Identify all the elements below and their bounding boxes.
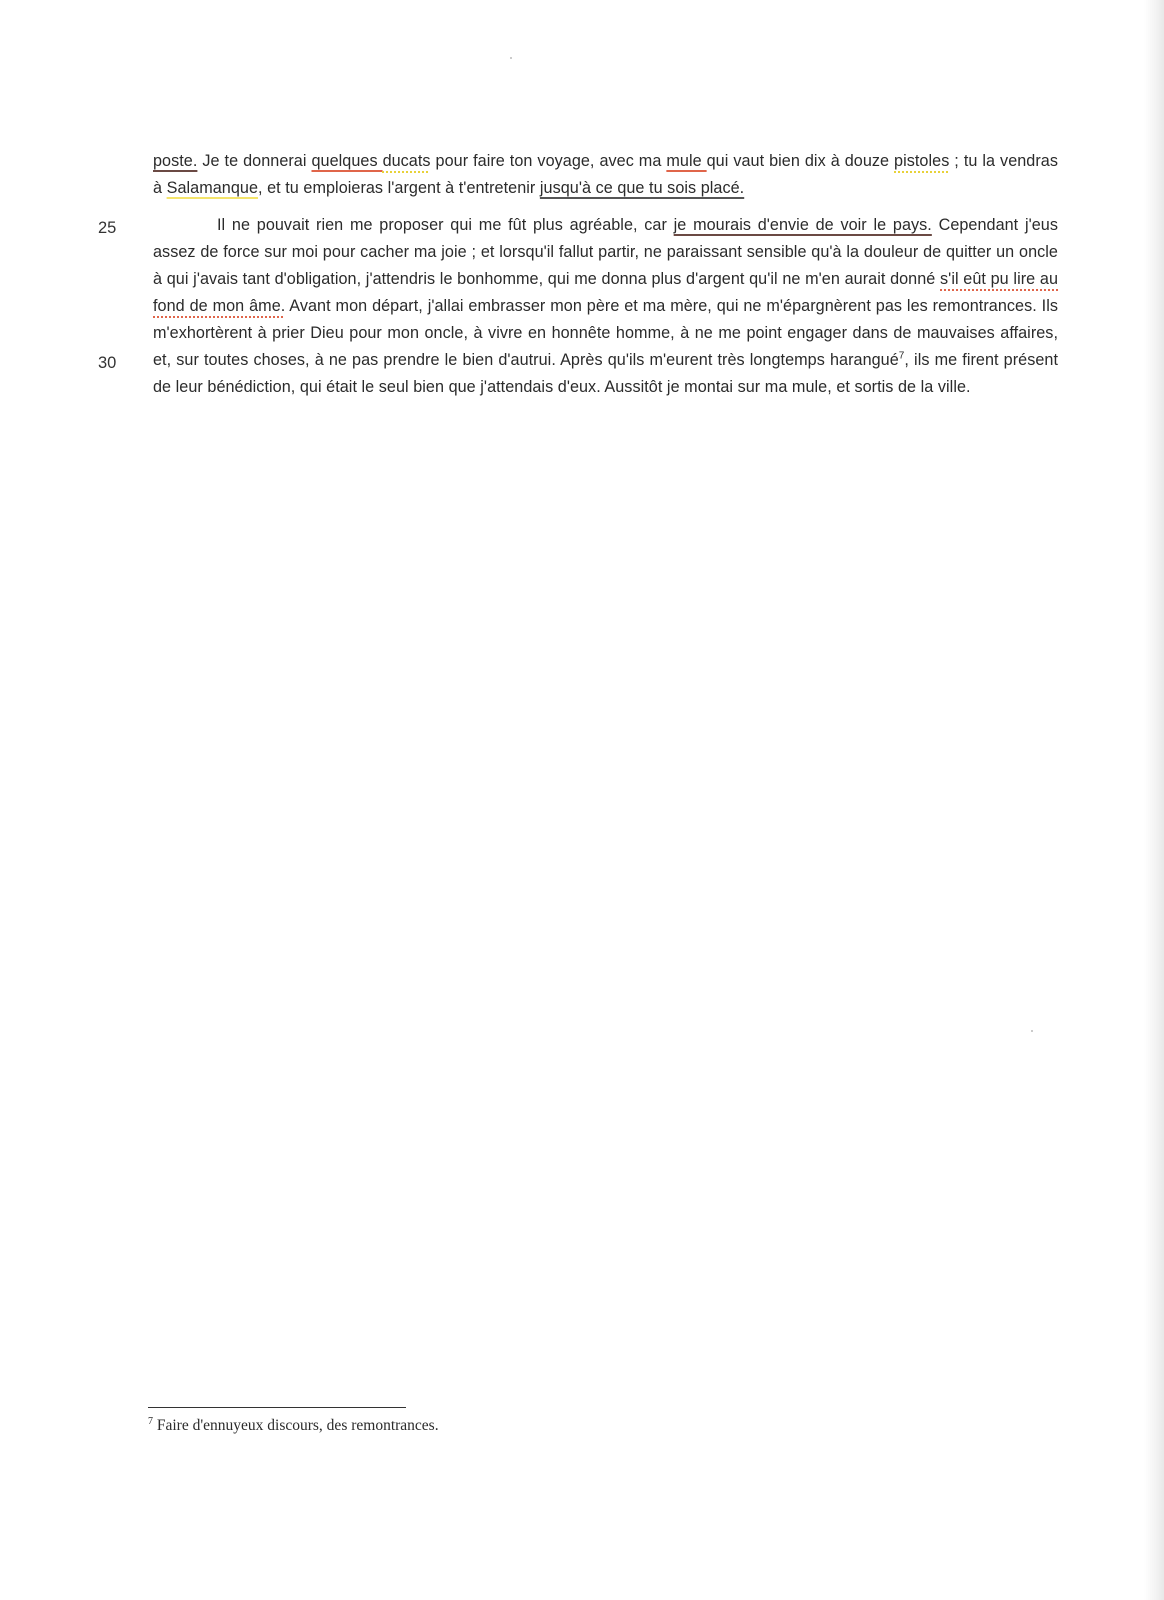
text-run: Je te donnerai [197, 152, 312, 170]
annotated-phrase: poste. [153, 152, 198, 170]
scan-speck [1031, 1030, 1033, 1032]
footnote-number: 7 [148, 1415, 153, 1427]
annotated-phrase: pistoles [894, 152, 950, 170]
footnote [148, 1417, 848, 1435]
annotated-phrase: s'il eût pu lire au fond de mon âme. [153, 270, 1058, 315]
footnote-text: Faire d'ennuyeux discours, des remontrances. [156, 1417, 439, 1434]
line-number-25: 25 [98, 219, 117, 237]
footnote-separator [148, 1407, 406, 1408]
text-run: , et tu emploieras l'argent à t'entretenir [258, 179, 540, 197]
annotated-phrase: Salamanque [166, 179, 259, 197]
footnote-reference: 7 [898, 350, 905, 362]
scan-speck [510, 57, 512, 59]
line-number-30: 30 [98, 354, 117, 372]
text-run: Il ne pouvait rien me proposer qui me fût plus agréable, car [217, 216, 674, 234]
text-run: pour faire ton voyage, avec ma [430, 152, 667, 170]
text-run: Cependant j'eus assez de force sur moi pour cacher ma joie ; et lorsqu'il fallut partir, ne paraissant sensible qu'à la douleur de quitter un oncle à qui j'avais tant d'obligation, j'attendris le bonhomme, qui me donna plus d'argent qu'il ne m'en aurait donné [153, 216, 1058, 288]
text-run: qui vaut bien dix à douze [706, 152, 895, 170]
text-run: Avant mon départ, j'allai embrasser mon père et ma mère, qui ne m'épargnèrent pas les remontrances. Ils m'exhortèrent à prier Dieu pour mon oncle, à vivre en honnête homme, à ne me point engager dans de mauvaises affaires, et, sur toutes choses, à ne pas prendre le bien d'autrui. Après qu'ils m'eurent très longtemps harangué [153, 297, 1059, 369]
text-run: , ils me firent présent de leur bénédiction, qui était le seul bien que j'attendais d'eux. Aussitôt je montai sur ma mule, et sortis de la ville. [153, 351, 1058, 396]
text-run: ; tu la vendras à [153, 152, 1059, 197]
body-text [153, 148, 1058, 401]
annotated-phrase: ducats [382, 152, 431, 170]
paragraph-1 [153, 148, 1058, 202]
annotated-phrase: mule [666, 152, 707, 170]
paragraph-2 [153, 212, 1058, 401]
annotated-phrase: quelques [311, 152, 383, 170]
annotated-phrase: jusqu'à ce que tu sois placé. [539, 179, 745, 197]
annotated-phrase: je mourais d'envie de voir le pays. [673, 216, 932, 234]
scan-edge-shadow [1144, 0, 1164, 1600]
